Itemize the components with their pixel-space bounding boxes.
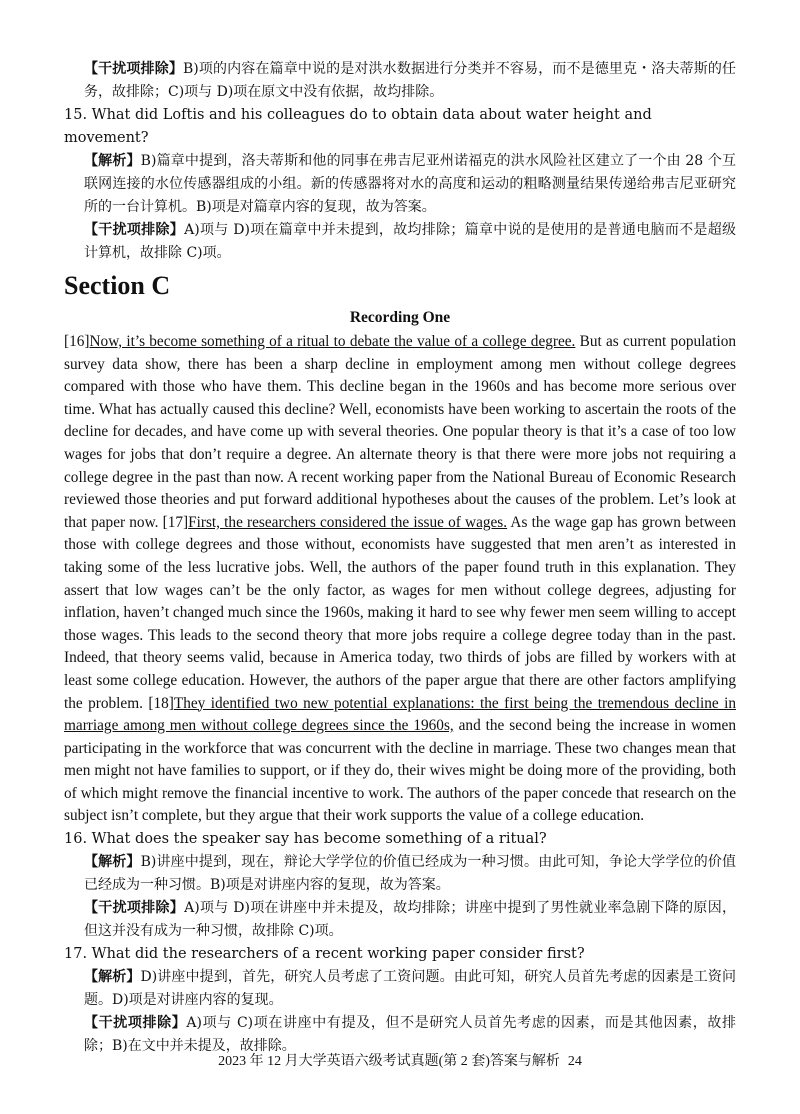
distractor-tag: 【干扰项排除】 — [84, 222, 185, 238]
analysis-text: D)讲座中提到，首先，研究人员考虑了工资问题。由此可知，研究人员首先考虑的因素是工资问题。D)项是对讲座内容的复现。 — [84, 969, 737, 1009]
distractor-tag: 【干扰项排除】 — [84, 1015, 187, 1032]
key-sentence-16: Now, it’s become something of a ritual to debate the value of a college degree. — [89, 333, 576, 350]
section-title: Section C — [64, 271, 171, 300]
distractor-text: A)项与 C)项在讲座中有提及，但不是研究人员首先考虑的因素，而是其他因素，故排除；B)在文中并未提及，故排除。 — [84, 1015, 736, 1055]
recording-transcript — [64, 331, 736, 828]
q15-analysis — [64, 150, 736, 219]
footer-title: 2023 年 12 月大学英语六级考试真题(第 2 套)答案与解析 — [218, 1054, 560, 1069]
distractor-tag: 【干扰项排除】 — [84, 900, 185, 917]
distractor-text: A)项与 D)项在篇章中并未提到，故均排除；篇章中说的是使用的是普通电脑而不是超级计算机，故排除 C)项。 — [84, 222, 737, 261]
marker-18: [18] — [148, 694, 174, 712]
question-15: 15. What did Loftis and his colleagues do to obtain data about water height and movement? — [64, 107, 652, 146]
marker-16: [16] — [64, 333, 90, 350]
q17-analysis — [64, 966, 736, 1012]
distractor-text: B)项的内容在篇章中说的是对洪水数据进行分类并不容易，而不是德里克・洛夫蒂斯的任务，故排除；C)项与 D)项在原文中没有依据，故均排除。 — [84, 61, 737, 100]
analysis-text: B)讲座中提到，现在，辩论大学学位的价值已经成为一种习惯。由此可知，争论大学学位的价值已经成为一种习惯。B)项是对讲座内容的复现，故为答案。 — [84, 854, 737, 894]
distractor-text: A)项与 D)项在讲座中并未提及，故均排除；讲座中提到了男性就业率急剧下降的原因，但这并没有成为一种习惯，故排除 C)项。 — [84, 900, 737, 940]
q16-analysis — [64, 851, 736, 897]
page-number: 24 — [567, 1054, 582, 1069]
q16-distractor — [64, 897, 736, 943]
analysis-tag: 【解析】 — [84, 153, 141, 169]
page-footer — [0, 1050, 800, 1070]
marker-17: [17] — [162, 513, 189, 531]
passage-text-1: But as current population survey data show, there has been a sharp decline in employment among men without college degrees compared with those who have them. This decline began in the 1960s and has become more serious over time. What has actually caused this decline? Well, economists have been working to ascertain the roots of the decline for decades, and have come up with several theories. One popular theory is that it’s a case of too low wages for jobs that don’t require a degree. An alternate theory is that there were more jobs not requiring a college degree in the past than now. A recent working paper from the National Bureau of Economic Research reviewed those theories and put forward additional hypotheses about the causes of the problem. Let’s look at that paper now. — [64, 333, 736, 531]
distractor-tag: 【干扰项排除】 — [84, 61, 183, 77]
question-17: 17. What did the researchers of a recent working paper consider first? — [64, 946, 585, 963]
q15-distractor — [64, 219, 736, 265]
passage-text-2: As the wage gap has grown between those with college degrees and those without, economists have suggested that men aren’t as interested in taking some of the less lucrative jobs. Well, the authors of the paper found truth in this explanation. They assert that low wages can’t be the only factor, as wages for men without college degrees, adjusting for inflation, haven’t changed much since the 1960s, making it hard to see why fewer men seem willing to accept those wages. This leads to the second theory that more jobs require a college degree today than in the past. Indeed, that theory seems valid, because in America today, two thirds of jobs are filled by workers with at least some college education. However, the authors of the paper argue that there are other factors amplifying the problem. — [64, 513, 736, 712]
recording-title: Recording One — [349, 309, 451, 326]
analysis-text: B)篇章中提到，洛夫蒂斯和他的同事在弗吉尼亚州诺福克的洪水风险社区建立了一个由 28 个互联网连接的水位传感器组成的小组。新的传感器将对水的高度和运动的粗略测量结果传递给弗吉尼亚研究所的一台计算机。B)项是对篇章内容的复现，故为答案。 — [84, 153, 736, 215]
top-distractor-note — [64, 58, 736, 104]
question-16: 16. What does the speaker say has become something of a ritual? — [64, 831, 547, 848]
passage-text-3: and the second being the increase in women participating in the workforce that was concurrent with the decline in marriage. These two changes mean that men might not have families to support, or if they do, their wives might be doing more of the providing, both of which might remove the financial incentive to work. The authors of the paper concede that research on the subject isn’t complete, but they argue that their work supports the value of a college education. — [64, 717, 736, 825]
key-sentence-17: First, the researchers considered the issue of wages. — [188, 513, 508, 531]
key-sentence-18: They identified two new potential explanations: the first being the tremendous decline in marriage among men without college degrees since the 1960s, — [64, 694, 737, 735]
analysis-tag: 【解析】 — [84, 854, 141, 871]
analysis-tag: 【解析】 — [84, 969, 141, 986]
